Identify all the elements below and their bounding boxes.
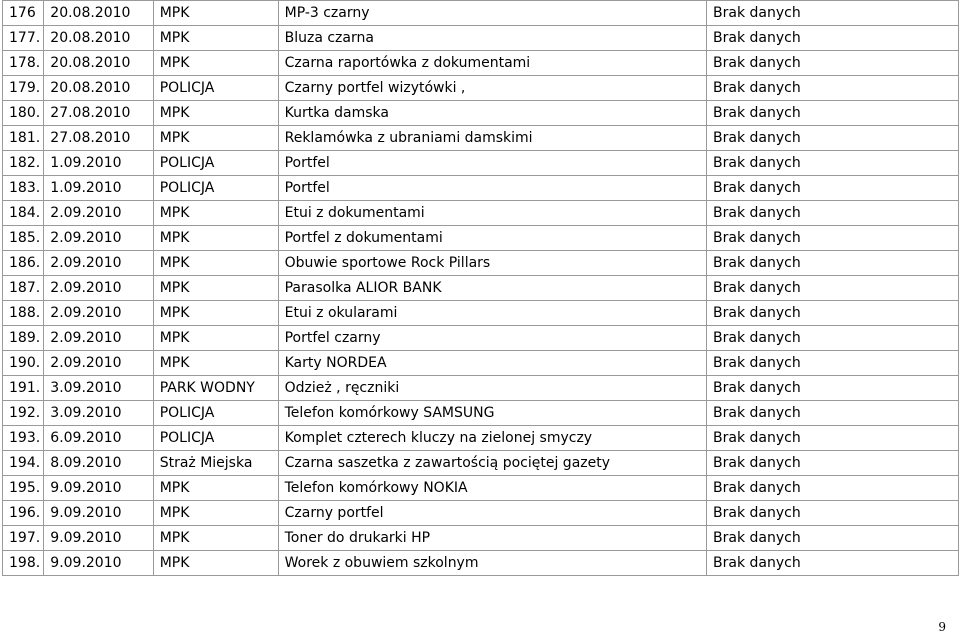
date-cell: 8.09.2010 [44, 451, 153, 476]
item-description-cell: Etui z dokumentami [278, 201, 706, 226]
date-cell: 27.08.2010 [44, 101, 153, 126]
source-cell: MPK [153, 101, 278, 126]
item-description-cell: Czarna saszetka z zawartością pociętej gazety [278, 451, 706, 476]
item-description-cell: Portfel czarny [278, 326, 706, 351]
item-description-cell: Portfel z dokumentami [278, 226, 706, 251]
item-description-cell: Kurtka damska [278, 101, 706, 126]
row-number-cell: 197. [3, 526, 44, 551]
date-cell: 27.08.2010 [44, 126, 153, 151]
item-description-cell: Komplet czterech kluczy na zielonej smyczy [278, 426, 706, 451]
row-number-cell: 184. [3, 201, 44, 226]
table-row [3, 76, 959, 101]
row-number-cell: 195. [3, 476, 44, 501]
table-row [3, 501, 959, 526]
table-row [3, 376, 959, 401]
status-cell: Brak danych [707, 301, 959, 326]
item-description-cell: Reklamówka z ubraniami damskimi [278, 126, 706, 151]
status-cell: Brak danych [707, 501, 959, 526]
row-number-cell: 198. [3, 551, 44, 576]
source-cell: POLICJA [153, 151, 278, 176]
row-number-cell: 179. [3, 76, 44, 101]
date-cell: 9.09.2010 [44, 526, 153, 551]
row-number-cell: 192. [3, 401, 44, 426]
source-cell: MPK [153, 226, 278, 251]
table-row [3, 401, 959, 426]
row-number-cell: 187. [3, 276, 44, 301]
table-row [3, 551, 959, 576]
row-number-cell: 180. [3, 101, 44, 126]
source-cell: MPK [153, 326, 278, 351]
table-row [3, 526, 959, 551]
page-number: 9 [938, 620, 946, 634]
item-description-cell: Toner do drukarki HP [278, 526, 706, 551]
row-number-cell: 178. [3, 51, 44, 76]
status-cell: Brak danych [707, 126, 959, 151]
source-cell: POLICJA [153, 401, 278, 426]
source-cell: MPK [153, 526, 278, 551]
row-number-cell: 188. [3, 301, 44, 326]
date-cell: 2.09.2010 [44, 251, 153, 276]
status-cell: Brak danych [707, 201, 959, 226]
status-cell: Brak danych [707, 351, 959, 376]
source-cell: POLICJA [153, 176, 278, 201]
source-cell: MPK [153, 276, 278, 301]
source-cell: Straż Miejska [153, 451, 278, 476]
lost-items-table [2, 0, 959, 576]
item-description-cell: Czarny portfel wizytówki , [278, 76, 706, 101]
date-cell: 9.09.2010 [44, 551, 153, 576]
date-cell: 20.08.2010 [44, 26, 153, 51]
source-cell: MPK [153, 251, 278, 276]
date-cell: 9.09.2010 [44, 476, 153, 501]
source-cell: MPK [153, 501, 278, 526]
table-row [3, 251, 959, 276]
item-description-cell: Obuwie sportowe Rock Pillars [278, 251, 706, 276]
status-cell: Brak danych [707, 451, 959, 476]
date-cell: 2.09.2010 [44, 201, 153, 226]
status-cell: Brak danych [707, 276, 959, 301]
row-number-cell: 181. [3, 126, 44, 151]
status-cell: Brak danych [707, 426, 959, 451]
item-description-cell: Czarny portfel [278, 501, 706, 526]
row-number-cell: 177. [3, 26, 44, 51]
row-number-cell: 194. [3, 451, 44, 476]
table-row [3, 426, 959, 451]
item-description-cell: Telefon komórkowy SAMSUNG [278, 401, 706, 426]
source-cell: MPK [153, 301, 278, 326]
source-cell: MPK [153, 126, 278, 151]
row-number-cell: 183. [3, 176, 44, 201]
date-cell: 20.08.2010 [44, 1, 153, 26]
date-cell: 6.09.2010 [44, 426, 153, 451]
item-description-cell: Worek z obuwiem szkolnym [278, 551, 706, 576]
status-cell: Brak danych [707, 26, 959, 51]
date-cell: 20.08.2010 [44, 76, 153, 101]
lost-items-table-body [3, 1, 959, 576]
status-cell: Brak danych [707, 376, 959, 401]
date-cell: 1.09.2010 [44, 176, 153, 201]
date-cell: 2.09.2010 [44, 351, 153, 376]
table-row [3, 126, 959, 151]
row-number-cell: 190. [3, 351, 44, 376]
table-row [3, 451, 959, 476]
row-number-cell: 193. [3, 426, 44, 451]
row-number-cell: 182. [3, 151, 44, 176]
status-cell: Brak danych [707, 551, 959, 576]
date-cell: 2.09.2010 [44, 226, 153, 251]
row-number-cell: 189. [3, 326, 44, 351]
row-number-cell: 186. [3, 251, 44, 276]
table-row [3, 476, 959, 501]
table-row [3, 1, 959, 26]
status-cell: Brak danych [707, 226, 959, 251]
row-number-cell: 196. [3, 501, 44, 526]
source-cell: MPK [153, 51, 278, 76]
source-cell: MPK [153, 26, 278, 51]
table-row [3, 151, 959, 176]
row-number-cell: 185. [3, 226, 44, 251]
item-description-cell: Czarna raportówka z dokumentami [278, 51, 706, 76]
date-cell: 3.09.2010 [44, 401, 153, 426]
source-cell: POLICJA [153, 426, 278, 451]
item-description-cell: Odzież , ręczniki [278, 376, 706, 401]
item-description-cell: MP-3 czarny [278, 1, 706, 26]
item-description-cell: Telefon komórkowy NOKIA [278, 476, 706, 501]
table-row [3, 201, 959, 226]
source-cell: MPK [153, 1, 278, 26]
table-row [3, 176, 959, 201]
status-cell: Brak danych [707, 101, 959, 126]
status-cell: Brak danych [707, 251, 959, 276]
table-row [3, 226, 959, 251]
status-cell: Brak danych [707, 526, 959, 551]
date-cell: 2.09.2010 [44, 326, 153, 351]
date-cell: 2.09.2010 [44, 276, 153, 301]
table-row [3, 326, 959, 351]
source-cell: MPK [153, 551, 278, 576]
row-number-cell: 191. [3, 376, 44, 401]
table-row [3, 101, 959, 126]
item-description-cell: Bluza czarna [278, 26, 706, 51]
status-cell: Brak danych [707, 476, 959, 501]
status-cell: Brak danych [707, 401, 959, 426]
item-description-cell: Parasolka ALIOR BANK [278, 276, 706, 301]
date-cell: 2.09.2010 [44, 301, 153, 326]
status-cell: Brak danych [707, 51, 959, 76]
date-cell: 9.09.2010 [44, 501, 153, 526]
source-cell: MPK [153, 351, 278, 376]
status-cell: Brak danych [707, 176, 959, 201]
date-cell: 20.08.2010 [44, 51, 153, 76]
table-row [3, 351, 959, 376]
item-description-cell: Portfel [278, 151, 706, 176]
status-cell: Brak danych [707, 151, 959, 176]
item-description-cell: Etui z okularami [278, 301, 706, 326]
status-cell: Brak danych [707, 76, 959, 101]
table-row [3, 26, 959, 51]
table-row [3, 276, 959, 301]
table-row [3, 301, 959, 326]
row-number-cell: 176 [3, 1, 44, 26]
source-cell: POLICJA [153, 76, 278, 101]
item-description-cell: Karty NORDEA [278, 351, 706, 376]
date-cell: 1.09.2010 [44, 151, 153, 176]
status-cell: Brak danych [707, 1, 959, 26]
source-cell: PARK WODNY [153, 376, 278, 401]
table-row [3, 51, 959, 76]
item-description-cell: Portfel [278, 176, 706, 201]
source-cell: MPK [153, 201, 278, 226]
status-cell: Brak danych [707, 326, 959, 351]
source-cell: MPK [153, 476, 278, 501]
date-cell: 3.09.2010 [44, 376, 153, 401]
